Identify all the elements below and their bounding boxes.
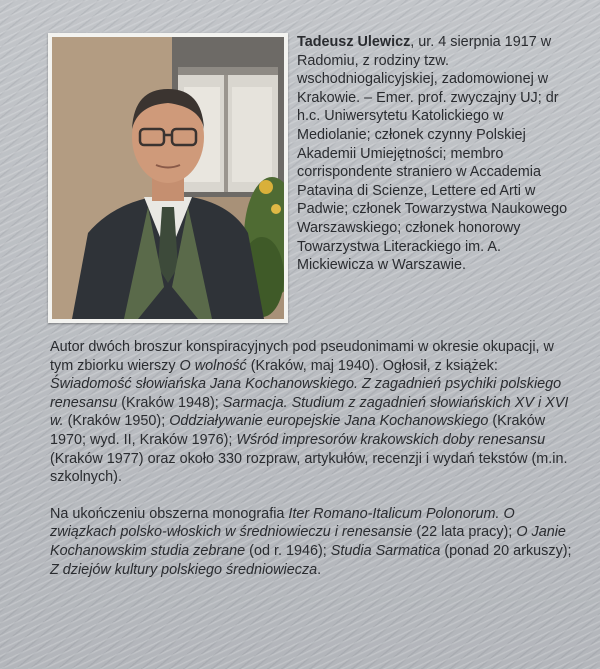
bibliography	[50, 338, 575, 579]
text-run: .	[317, 561, 322, 578]
book-title: O wolność	[179, 357, 247, 374]
book-title: Oddziaływanie europejskie Jana Kochanowskiego	[169, 413, 489, 430]
text-run: (Kraków, maj 1940). Ogłosił, z książek:	[246, 357, 498, 374]
author-name: Tadeusz Ulewicz	[297, 34, 411, 50]
book-title: Studia Sarmatica	[330, 542, 441, 559]
book-title: Świadomość słowiańska Jana Kochanowskiego. Z zagadnień psychiki polskiego renesansu	[50, 376, 562, 411]
book-title: Wśród impresorów krakowskich doby renesansu	[236, 431, 546, 448]
book-title: Sarmacja. Studium z zagadnień słowiańskich XV i XVI w.	[50, 394, 569, 430]
author-portrait	[48, 33, 288, 323]
text-run: Na ukończeniu obszerna monografia	[50, 505, 289, 522]
text-run: (Kraków 1950);	[63, 413, 170, 430]
author-bio	[297, 33, 577, 275]
text-run: (Kraków 1948);	[117, 394, 223, 411]
book-title: Iter Romano-Italicum Polonorum. O związkach polsko-włoskich w średniowieczu i renesansie	[50, 505, 515, 541]
bio-text: , ur. 4 sierpnia 1917 w Radomiu, z rodziny tzw. wschodniogalicyjskiej, zadomowionej w Krakowie. – Emer. prof. zwyczajny UJ; dr h.c. Uniwersytetu Katolickiego w Mediolanie; członek czynny Polskiej Akademii Umiejętności; membro corrispondente straniero w Accademia Patavina di Scienze, Lettere ed Arti w Padwie; członek Towarzystwa Naukowego Warszawskiego; członek honorowy Towarzystwa Literackiego im. A. Mickiewicza w Warszawie.	[297, 34, 568, 274]
book-title: Z dziejów kultury polskiego średniowiecza	[50, 561, 318, 578]
forthcoming-paragraph	[50, 505, 575, 579]
portrait-photo	[52, 37, 284, 319]
text-run: (Kraków 1977) oraz około 330 rozpraw, artykułów, recenzji i wydań tekstów (m.in. szkolnych).	[50, 450, 568, 486]
text-run: (Kraków 1970; wyd. II, Kraków 1976);	[50, 413, 546, 448]
text-run: (od r. 1946);	[245, 542, 331, 559]
book-title: O Janie Kochanowskim studia zebrane	[50, 524, 566, 559]
text-run: (22 lata pracy);	[412, 524, 517, 541]
text-run: (ponad 20 arkuszy);	[440, 542, 572, 559]
publications-paragraph	[50, 338, 575, 487]
text-run: Autor dwóch broszur konspiracyjnych pod pseudonimami w okresie okupacji, w tym zbiorku wierszy	[50, 339, 554, 374]
